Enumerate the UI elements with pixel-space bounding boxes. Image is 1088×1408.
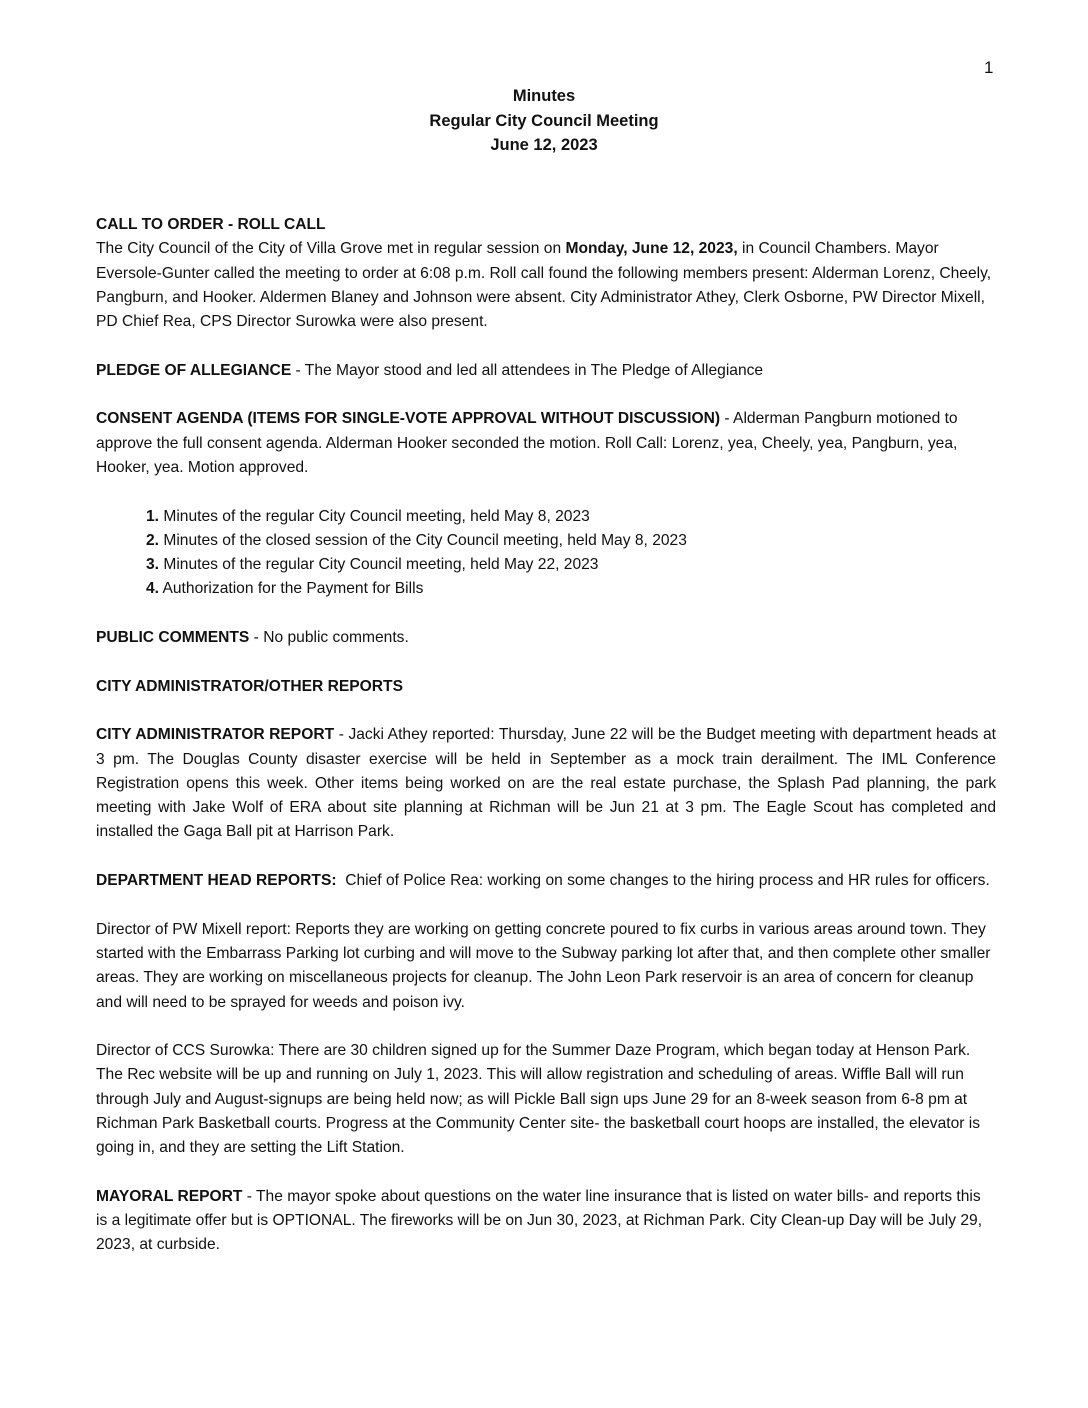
section-text: - Jacki Athey reported: Thursday, June 22 will be the Budget meeting with department heads at 3 pm. The Douglas County disaster exercise will be held in September as a mock train derailment. The IML Conference Registration opens this week. Other items being worked on are the real estate purchase, the Splash Pad planning, the park meeting with Jake Wolf of ERA about site planning at Richman will be Jun 21 at 3 pm. The Eagle Scout has completed and installed the Gaga Ball pit at Harrison Park. — [96, 726, 997, 841]
ccs-director-report: Director of CCS Surowka: There are 30 children signed up for the Summer Daze Program, which began today at Henson Park. The Rec website will be up and running on July 1, 2023. This will allow registration and scheduling of areas. Wiffle Ball will run through July and August-signups are being held now; as will Pickle Ball sign ups June 29 for an 8-week season from 6-8 pm at Richman Park Basketball courts. Progress at the Community Center site- the basketball court hoops are installed, the elevator is going in, and they are setting the Lift Station. — [96, 1042, 981, 1157]
section-text: - The Mayor stood and led all attendees in The Pledge of Allegiance — [291, 361, 764, 379]
section-mayoral-report — [96, 1185, 996, 1258]
page-number: 1 — [984, 58, 994, 77]
header-date: June 12, 2023 — [490, 136, 598, 154]
list-item-text: Authorization for the Payment for Bills — [159, 580, 424, 598]
list-item — [146, 529, 996, 553]
consent-agenda-list — [96, 505, 996, 602]
section-text: Chief of Police Rea: working on some changes to the hiring process and HR rules for officers. — [336, 872, 990, 890]
section-reports-heading — [96, 675, 996, 699]
section-consent-agenda — [96, 407, 996, 480]
section-heading: CONSENT AGENDA (ITEMS FOR SINGLE-VOTE APPROVAL WITHOUT DISCUSSION) — [96, 410, 721, 428]
meeting-date: Monday, June 12, 2023, — [565, 240, 738, 258]
document-body — [96, 213, 996, 1282]
section-call-to-order — [96, 213, 996, 334]
list-item-number: 3. — [146, 556, 160, 574]
section-heading: PLEDGE OF ALLEGIANCE — [96, 361, 292, 379]
section-admin-report — [96, 723, 996, 844]
list-item — [146, 577, 996, 601]
list-item-text: Minutes of the closed session of the City Council meeting, held May 8, 2023 — [159, 531, 687, 549]
section-public-comments — [96, 626, 996, 650]
section-text: The City Council of the City of Villa Grove met in regular session on — [96, 240, 566, 258]
list-item-number: 4. — [146, 580, 160, 598]
section-dept-head-reports — [96, 869, 996, 893]
section-heading: CALL TO ORDER - ROLL CALL — [96, 216, 326, 233]
list-item-number: 1. — [146, 507, 160, 525]
section-text: - No public comments. — [249, 629, 409, 647]
header-meeting-type: Regular City Council Meeting — [429, 111, 659, 130]
list-item — [146, 505, 996, 529]
section-text: - Alderman Pangburn motioned to approve the full consent agenda. Alderman Hooker seconded the motion. Roll Call: Lorenz, yea, Cheely, yea, Pangburn, yea, Hooker, yea. Motion approved. — [96, 410, 958, 476]
section-heading: DEPARTMENT HEAD REPORTS: — [96, 872, 337, 890]
section-heading: MAYORAL REPORT — [96, 1187, 243, 1205]
header-title: Minutes — [512, 87, 576, 105]
pw-director-report: Director of PW Mixell report: Reports they are working on getting concrete poured to fix curbs in various areas around town. They started with the Embarrass Parking lot curbing and will move to the Subway parking lot after that, and then complete other smaller areas. They are working on miscellaneous projects for cleanup. The John Leon Park reservoir is an area of concern for cleanup and will need to be sprayed for weeds and poison ivy. — [96, 920, 991, 1011]
section-heading: CITY ADMINISTRATOR/OTHER REPORTS — [96, 677, 403, 695]
list-item — [146, 553, 996, 577]
list-item-number: 2. — [146, 531, 160, 549]
section-heading: PUBLIC COMMENTS — [96, 629, 250, 647]
list-item-text: Minutes of the regular City Council meeting, held May 8, 2023 — [159, 507, 590, 525]
section-pledge — [96, 359, 996, 383]
section-text: in Council Chambers. Mayor Eversole-Gunter called the meeting to order at 6:08 p.m. Roll call found the following members present: Alderman Lorenz, Cheely, Pangburn, and Hooker. Aldermen Blaney and Johnson were absent. City Administrator Athey, Clerk Osborne, PW Director Mixell, PD Chief Rea, CPS Director Surowka were also present. — [96, 240, 992, 331]
section-text: - The mayor spoke about questions on the water line insurance that is listed on water bills- and reports this is a legitimate offer but is OPTIONAL. The fireworks will be on Jun 30, 2023, at Richman Park. City Clean-up Day will be July 29, 2023, at curbside. — [96, 1187, 983, 1254]
section-heading: CITY ADMINISTRATOR REPORT — [96, 726, 335, 744]
document-header — [0, 84, 1088, 158]
list-item-text: Minutes of the regular City Council meeting, held May 22, 2023 — [159, 556, 599, 574]
